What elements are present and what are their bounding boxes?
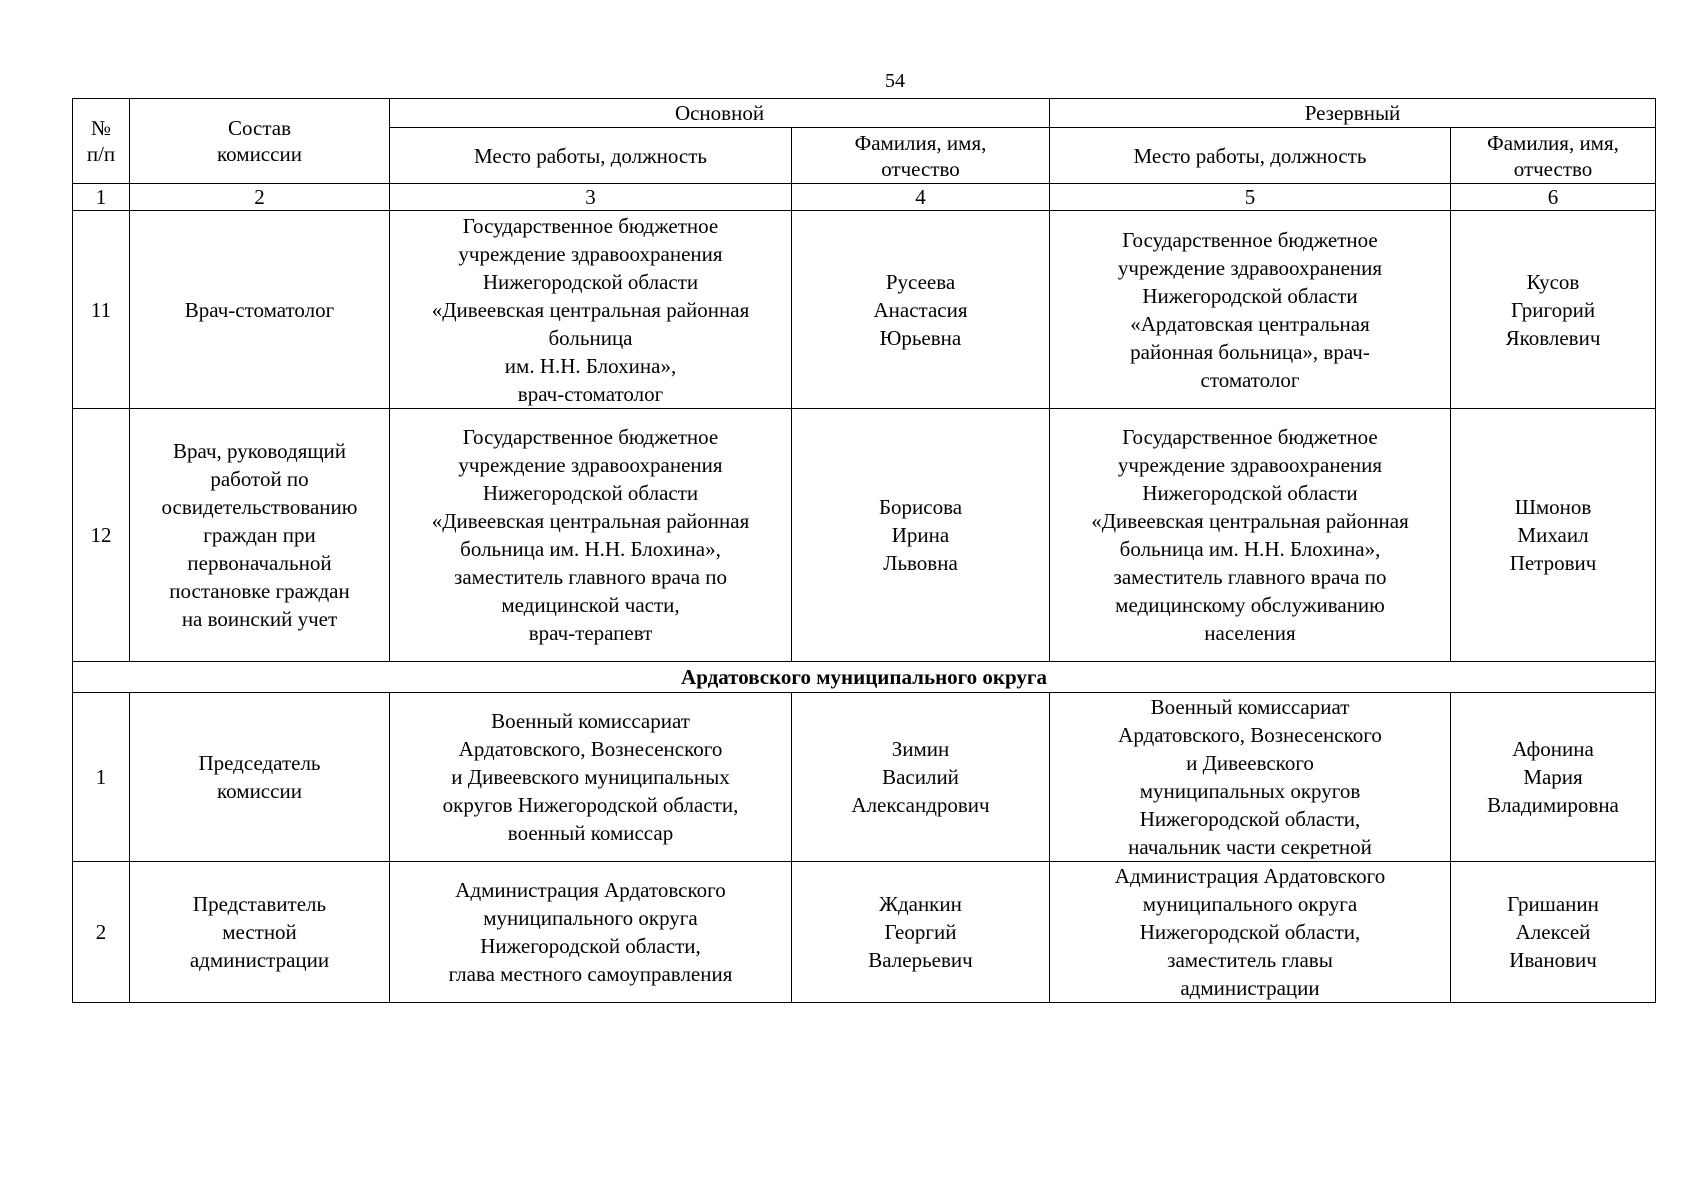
row-reserve-workplace: Государственное бюджетное учреждение здравоохранения Нижегородской области «Дивеевская центральная районная больница им. Н.Н. Блохина», заместитель главного врача по медицинскому обслуживанию населения	[1050, 409, 1451, 662]
column-number: 6	[1451, 184, 1656, 211]
header-reserve-group: Резервный	[1050, 99, 1656, 128]
row-role: Представитель местной администрации	[130, 862, 390, 1003]
row-role: Врач-стоматолог	[130, 211, 390, 409]
commission-table	[72, 98, 1656, 1003]
header-number: № п/п	[73, 99, 130, 184]
row-role: Председатель комиссии	[130, 693, 390, 862]
column-number: 2	[130, 184, 390, 211]
column-number: 1	[73, 184, 130, 211]
section-title: Ардатовского муниципального округа	[73, 662, 1656, 693]
table-row	[73, 693, 1656, 862]
page-number: 54	[885, 70, 905, 92]
row-number: 12	[73, 409, 130, 662]
column-number: 5	[1050, 184, 1451, 211]
row-reserve-workplace: Администрация Ардатовского муниципального округа Нижегородской области, заместитель главы администрации	[1050, 862, 1451, 1003]
table-row	[73, 409, 1656, 662]
row-reserve-name: Гришанин Алексей Иванович	[1451, 862, 1656, 1003]
row-role: Врач, руководящий работой по освидетельствованию граждан при первоначальной постановке граждан на воинский учет	[130, 409, 390, 662]
table-header	[73, 99, 1656, 184]
header-reserve-workplace: Место работы, должность	[1050, 128, 1451, 184]
row-main-name: Русеева Анастасия Юрьевна	[792, 211, 1050, 409]
row-main-workplace: Военный комиссариат Ардатовского, Вознесенского и Дивеевского муниципальных округов Нижегородской области, военный комиссар	[390, 693, 792, 862]
row-main-name: Борисова Ирина Львовна	[792, 409, 1050, 662]
table-body	[73, 184, 1656, 1003]
section-row	[73, 662, 1656, 693]
row-reserve-name: Шмонов Михаил Петрович	[1451, 409, 1656, 662]
header-composition: Состав комиссии	[130, 99, 390, 184]
row-main-name: Жданкин Георгий Валерьевич	[792, 862, 1050, 1003]
row-reserve-name: Афонина Мария Владимировна	[1451, 693, 1656, 862]
row-number: 2	[73, 862, 130, 1003]
column-numbers-row	[73, 184, 1656, 211]
row-main-workplace: Государственное бюджетное учреждение здравоохранения Нижегородской области «Дивеевская центральная районная больница им. Н.Н. Блохина», заместитель главного врача по медицинской части, врач-терапевт	[390, 409, 792, 662]
row-reserve-workplace: Государственное бюджетное учреждение здравоохранения Нижегородской области «Ардатовская центральная районная больница», врач- стоматолог	[1050, 211, 1451, 409]
row-main-workplace: Государственное бюджетное учреждение здравоохранения Нижегородской области «Дивеевская центральная районная больница им. Н.Н. Блохина», врач-стоматолог	[390, 211, 792, 409]
row-number: 11	[73, 211, 130, 409]
row-reserve-workplace: Военный комиссариат Ардатовского, Вознесенского и Дивеевского муниципальных округов Нижегородской области, начальник части секретной	[1050, 693, 1451, 862]
row-main-name: Зимин Василий Александрович	[792, 693, 1050, 862]
table-row	[73, 211, 1656, 409]
column-number: 3	[390, 184, 792, 211]
row-number: 1	[73, 693, 130, 862]
table-row	[73, 862, 1656, 1003]
row-reserve-name: Кусов Григорий Яковлевич	[1451, 211, 1656, 409]
header-main-name: Фамилия, имя, отчество	[792, 128, 1050, 184]
row-main-workplace: Администрация Ардатовского муниципального округа Нижегородской области, глава местного самоуправления	[390, 862, 792, 1003]
column-number: 4	[792, 184, 1050, 211]
header-reserve-name: Фамилия, имя, отчество	[1451, 128, 1656, 184]
header-main-group: Основной	[390, 99, 1050, 128]
header-main-workplace: Место работы, должность	[390, 128, 792, 184]
